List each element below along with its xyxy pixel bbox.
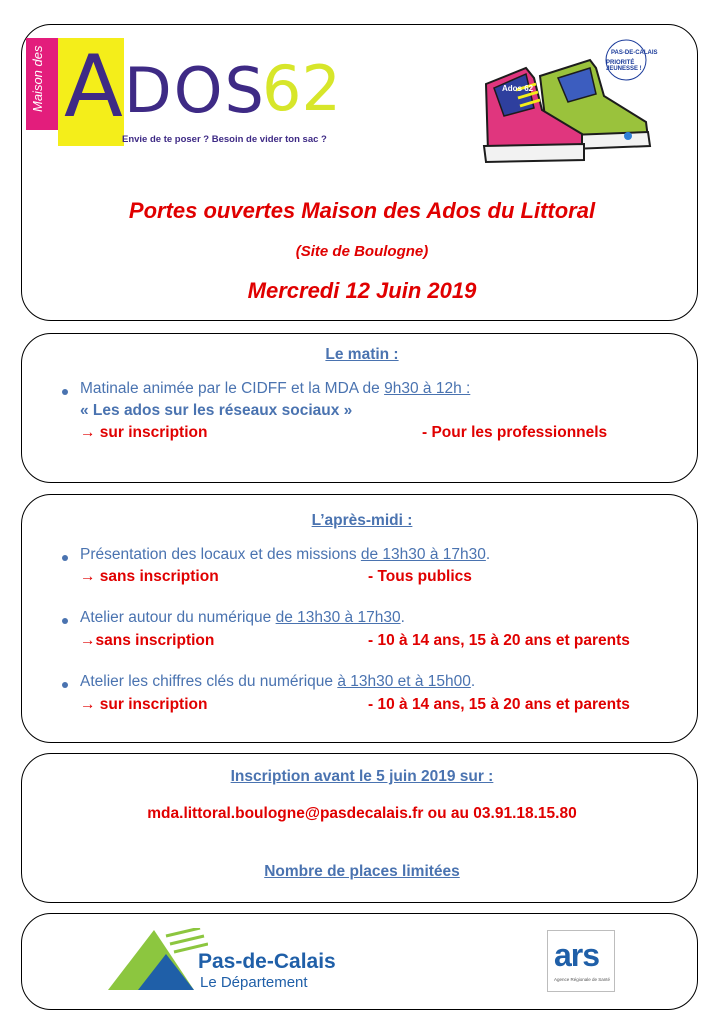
logo-maison-band bbox=[26, 38, 60, 130]
afternoon-heading: L’après-midi : bbox=[311, 512, 413, 529]
afternoon-item-audience: - 10 à 14 ans, 15 à 20 ans et parents bbox=[368, 696, 630, 713]
sneakers-icon bbox=[478, 38, 658, 168]
event-date: Mercredi 12 Juin 2019 bbox=[247, 278, 477, 303]
bullet-icon bbox=[62, 618, 68, 624]
pdc-name: Pas-de-Calais bbox=[198, 950, 336, 973]
ars-subtitle: Agence Régionale de Santé bbox=[554, 977, 611, 982]
event-site: (Site de Boulogne) bbox=[295, 243, 429, 260]
registration-heading: Inscription avant le 5 juin 2019 sur : bbox=[230, 768, 494, 785]
bullet-icon bbox=[62, 682, 68, 688]
logo-tagline: Envie de te poser ? Besoin de vider ton sac ? bbox=[122, 134, 327, 145]
afternoon-item-time: de 13h30 à 17h30 bbox=[275, 609, 401, 626]
morning-item-audience: - Pour les professionnels bbox=[422, 424, 608, 441]
afternoon-item-text: Atelier autour du numérique de 13h30 à 17h30. bbox=[80, 609, 405, 626]
afternoon-item-registration: → sur inscription bbox=[80, 696, 208, 713]
ados62-logo bbox=[26, 38, 346, 158]
ars-logo bbox=[547, 930, 615, 992]
morning-item-time: 9h30 à 12h : bbox=[384, 380, 471, 397]
morning-item-subtitle: « Les ados sur les réseaux sociaux » bbox=[80, 402, 353, 419]
afternoon-item-text: Présentation des locaux et des missions de 13h30 à 17h30. bbox=[80, 546, 491, 563]
event-title: Portes ouvertes Maison des Ados du Littoral bbox=[128, 198, 596, 223]
ars-text: ars bbox=[554, 937, 600, 973]
logo-maison-text: Maison des bbox=[30, 45, 45, 112]
morning-item-registration: → sur inscription bbox=[80, 424, 208, 441]
afternoon-item-audience: - Tous publics bbox=[368, 568, 472, 585]
pdc-mountain-icon bbox=[108, 928, 208, 994]
logo-letter-a: A bbox=[64, 37, 123, 137]
afternoon-item-text: Atelier les chiffres clés du numérique à 13h30 et à 15h00. bbox=[80, 673, 476, 690]
bullet-icon bbox=[62, 555, 68, 561]
badge-line-1: PAS-DE-CALAIS bbox=[611, 50, 658, 56]
afternoon-item-audience: - 10 à 14 ans, 15 à 20 ans et parents bbox=[368, 632, 630, 649]
sneakers-illustration bbox=[478, 38, 658, 168]
afternoon-item-registration: → sans inscription bbox=[80, 568, 219, 585]
afternoon-item-time: de 13h30 à 17h30 bbox=[360, 546, 486, 563]
morning-heading: Le matin : bbox=[325, 346, 399, 363]
logo-word-dos: DOS bbox=[124, 54, 266, 127]
afternoon-item-time: à 13h30 et à 15h00 bbox=[337, 673, 471, 690]
afternoon-item-registration: →sans inscription bbox=[80, 632, 215, 649]
morning-item-text: Matinale animée par le CIDFF et la MDA de 9h30 à 12h : bbox=[80, 380, 471, 397]
pdc-subtitle: Le Département bbox=[200, 974, 308, 991]
bullet-icon bbox=[62, 389, 68, 395]
registration-contact: mda.littoral.boulogne@pasdecalais.fr ou au 03.91.18.15.80 bbox=[147, 805, 577, 822]
logo-number: 62 bbox=[262, 52, 341, 125]
badge-line-2: PRIORITÉ JEUNESSE ! bbox=[606, 60, 642, 72]
pas-de-calais-logo bbox=[108, 928, 348, 996]
limited-places-note: Nombre de places limitées bbox=[264, 863, 460, 880]
shoe-label: Ados 62 bbox=[502, 84, 534, 93]
